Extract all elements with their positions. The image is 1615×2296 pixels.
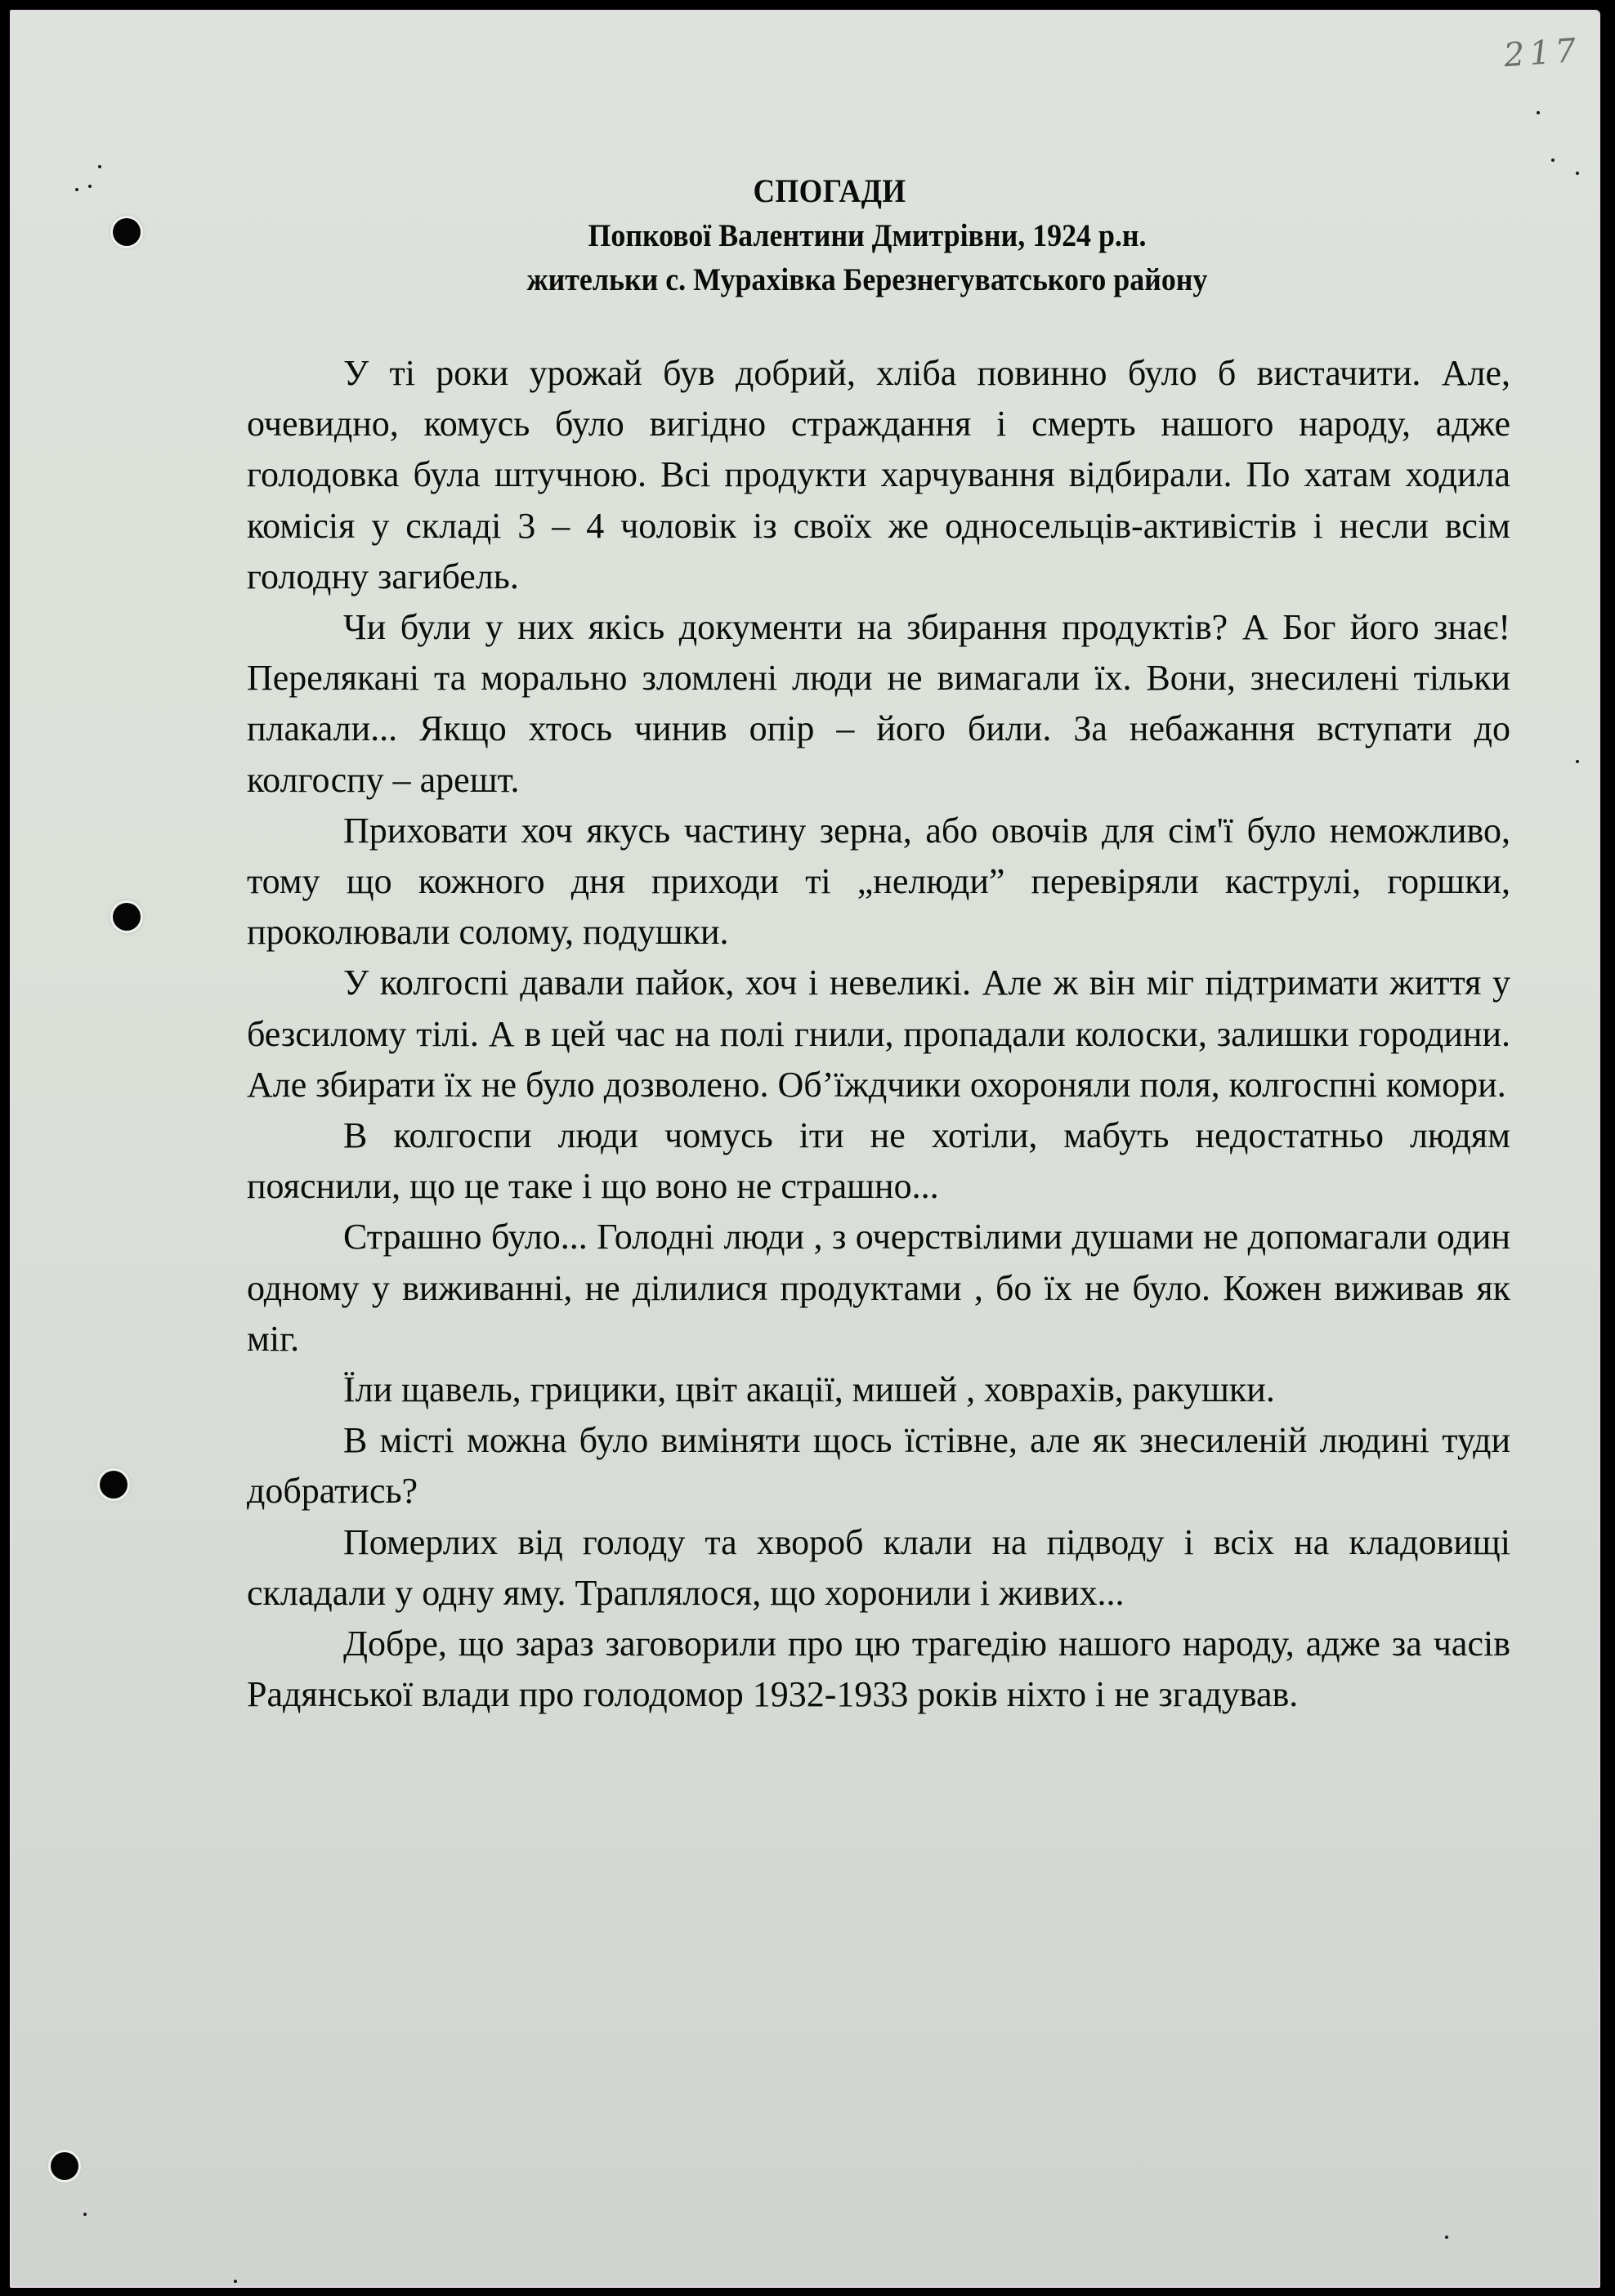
paragraph: Добре, що зараз заговорили про цю трагедію нашого народу, адже за часів Радянської влади про голодомор 1932-1933 років ніхто і не згадував. — [247, 1624, 1510, 1715]
scan-speck — [88, 185, 92, 188]
document-page — [10, 10, 1600, 2288]
handwritten-page-number: 217 — [1502, 31, 1582, 75]
document-subtitle-author: Попкової Валентини Дмитрівни, 1924 р.н. — [588, 218, 1147, 253]
paragraph: В місті можна було виміняти щось їстівне, але як знесиленій людині туди добратись? — [247, 1420, 1510, 1512]
punch-hole — [113, 218, 141, 246]
scan-speck — [83, 2213, 87, 2216]
document-title: СПОГАДИ — [753, 172, 906, 209]
scan-speck — [1576, 760, 1579, 763]
punch-hole — [100, 1471, 128, 1499]
scan-speck — [1445, 2236, 1448, 2239]
scan-speck — [75, 188, 78, 191]
paragraph: Їли щавель, грицики, цвіт акації, мишей , ховрахів, ракушки. — [343, 1369, 1275, 1410]
paragraph: Померлих від голоду та хвороб клали на підводу і всіх на кладовищі складали у одну яму. Траплялося, що хоронили і живих... — [247, 1521, 1510, 1613]
paragraph: В колгоспи люди чомусь іти не хотіли, мабуть недостатньо людям пояснили, що це таке і що воно не страшно... — [247, 1115, 1510, 1207]
scan-speck — [98, 165, 101, 168]
document-subtitle-residence: жительки с. Мурахівка Березнегуватського району — [526, 262, 1208, 297]
punch-hole — [51, 2152, 78, 2180]
punch-hole — [113, 903, 141, 931]
scan-speck — [1551, 159, 1555, 162]
paragraph: Приховати хоч якусь частину зерна, або овочів для сім'ї було неможливо, тому що кожного дня приходи ті „нелюди” перевіряли каструлі, горшки, проколювали солому, подушки. — [247, 810, 1510, 953]
paragraph: У колгоспі давали пайок, хоч і невеликі. Але ж він міг підтримати життя у безсилому тілі. А в цей час на полі гнили, пропадали колоски, залишки городини. Але збирати їх не було дозволено. Об’їждчики охороняли поля, колгоспні комори. — [247, 963, 1510, 1105]
paragraph: У ті роки урожай був добрий, хліба повинно було б вистачити. Але, очевидно, комусь було вигідно страждання і смерть нашого народу, адже голодовка була штучною. Всі продукти харчування відбирали. По хатам ходила комісія у складі 3 – 4 чоловік із своїх же односельців-активістів і несли всім голодну загибель. — [247, 353, 1510, 596]
scan-speck — [1576, 172, 1579, 175]
paragraph: Страшно було... Голодні люди , з очерствілими душами не допомагали один одному у виживанні, не ділилися продуктами , бо їх не було. Кожен виживав як міг. — [247, 1217, 1510, 1359]
scan-speck — [234, 2280, 237, 2283]
document-body — [247, 348, 1510, 1720]
paragraph: Чи були у них якісь документи на збирання продуктів? А Бог його знає! Перелякані та морально зломлені люди не вимагали їх. Вони, знесилені тільки плакали... Якщо хтось чинив опір – його били. За небажання вступати до колгоспу – арешт. — [247, 607, 1510, 800]
scan-speck — [1537, 111, 1540, 114]
